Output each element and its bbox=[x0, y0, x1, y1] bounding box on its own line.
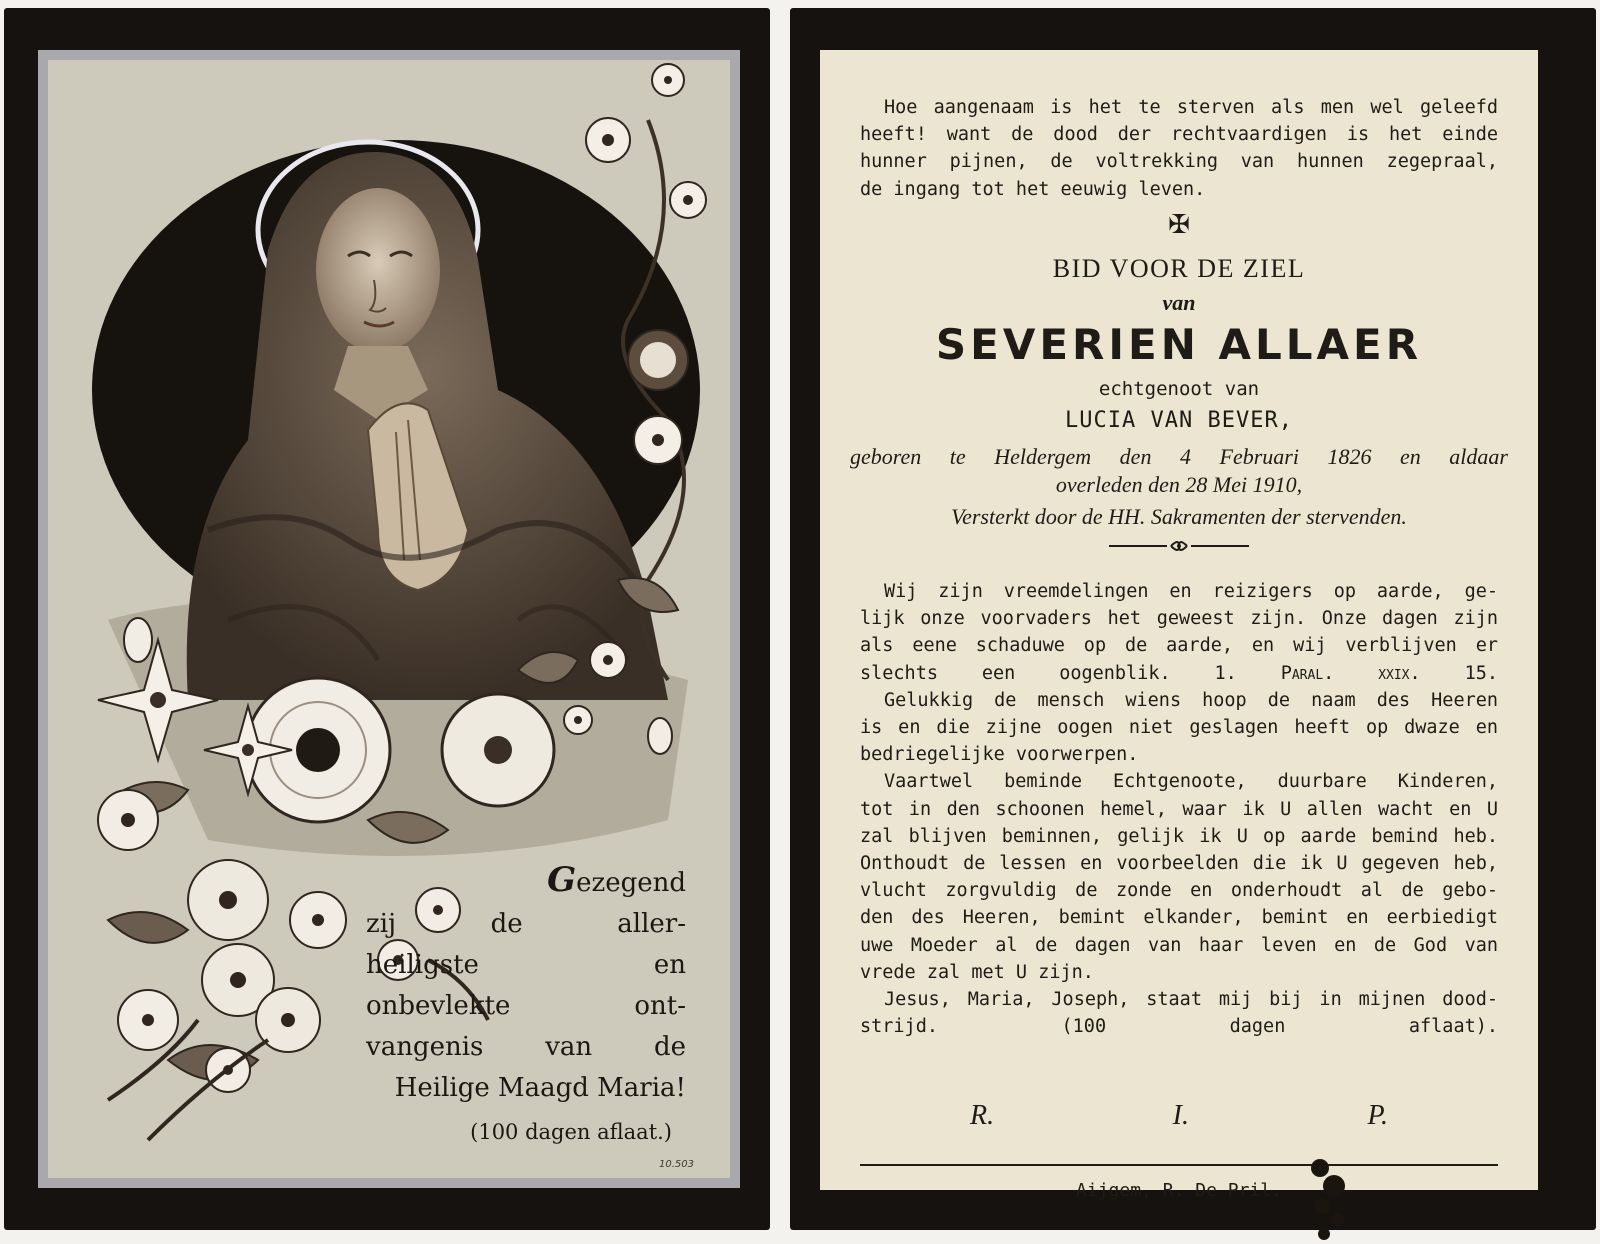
deceased-name: SEVERIEN ALLAER bbox=[935, 320, 1423, 369]
blossom bbox=[670, 182, 706, 218]
immaculate-conception-caption bbox=[366, 860, 686, 1109]
bud bbox=[124, 618, 152, 662]
ink-stain bbox=[1300, 1154, 1360, 1244]
printer-credit: Aijgem, R. De Pril. bbox=[1076, 1180, 1282, 1201]
verse-line bbox=[860, 660, 1498, 687]
bible-reference: 1. Paral. xxix. 15. bbox=[1214, 662, 1498, 684]
verse-line: Gelukkig de mensch wiens hoop de naam des Heeren bbox=[884, 689, 1498, 711]
caption-drop-cap: G bbox=[547, 860, 577, 900]
blossom bbox=[564, 706, 592, 734]
quote-line: de ingang tot het eeuwig leven. bbox=[860, 178, 1206, 200]
farewell-line: den des Heeren, bemint elkander, bemint en eerbiedigt bbox=[860, 907, 1498, 929]
thistle-flower bbox=[628, 330, 688, 390]
opening-quote bbox=[860, 94, 1498, 203]
quote-line: heeft! want de dood der rechtvaardigen is het einde bbox=[860, 124, 1498, 146]
blossom bbox=[652, 64, 684, 96]
caption-line: vangenis van de bbox=[366, 1032, 686, 1062]
prayer-line: Jesus, Maria, Joseph, staat mij bij in mijnen dood- bbox=[884, 989, 1498, 1011]
right-card-face bbox=[820, 50, 1538, 1201]
verse-line: Wij zijn vreemdelingen en reizigers op aarde, ge- bbox=[884, 581, 1498, 602]
death-line: overleden den 28 Mei 1910, bbox=[1055, 472, 1303, 497]
farewell-line: vrede zal met U zijn. bbox=[860, 961, 1094, 983]
rip-letter: I. bbox=[1172, 1100, 1189, 1131]
verse-line: bedriegelijke voorwerpen. bbox=[860, 744, 1139, 766]
farewell-line: tot in den schoonen hemel, waar ik U allen wacht en U bbox=[860, 798, 1498, 820]
birth-line: geboren te Heldergem den 4 Februari 1826 en aldaar bbox=[850, 444, 1508, 469]
blossom bbox=[634, 416, 682, 464]
farewell-line: vlucht zorgvuldig de zonde en onderhoudt al de gebo- bbox=[860, 880, 1498, 902]
farewell-line: Vaartwel beminde Echtgenoote, duurbare Kinderen, bbox=[884, 771, 1498, 793]
caption-line: heiligste en bbox=[366, 950, 686, 980]
verse-line: als eene schaduwe op de aarde, en wij verblijven er bbox=[860, 635, 1498, 657]
spouse-relation: echtgenoot van bbox=[1098, 378, 1260, 400]
rose-flower bbox=[442, 694, 554, 806]
sacraments-line: Versterkt door de HH. Sakramenten der stervenden. bbox=[951, 504, 1407, 529]
blossom bbox=[290, 892, 346, 948]
blossom bbox=[590, 642, 626, 678]
blossom bbox=[188, 860, 268, 940]
bud bbox=[648, 718, 672, 754]
blossom bbox=[586, 118, 630, 162]
cross-icon: ✠ bbox=[1168, 210, 1190, 240]
prayer-indulgence-note: (100 dagen aflaat). bbox=[1061, 1016, 1498, 1038]
verse-line-text: slechts een oogenblik. bbox=[860, 662, 1171, 684]
quote-line: hunner pijnen, de voltrekking van hunnen zegepraal, bbox=[860, 151, 1498, 173]
van-word: van bbox=[1162, 290, 1196, 315]
left-indulgence-note: (100 dagen aflaat.) bbox=[470, 1120, 672, 1144]
caption-line-text: ezegend bbox=[576, 868, 686, 898]
print-number: 10.503 bbox=[659, 1159, 694, 1170]
ornament-divider-icon bbox=[820, 538, 1538, 557]
blossom bbox=[118, 990, 178, 1050]
pray-for-soul-heading: BID VOOR DE ZIEL bbox=[1052, 254, 1306, 283]
farewell-line: uwe Moeder al de dagen van haar leven en de God van bbox=[860, 934, 1498, 956]
verse-line: is en die zijne oogen niet geslagen heeft op dwaze en bbox=[860, 717, 1498, 739]
left-card-frame bbox=[38, 50, 740, 1188]
left-card-face bbox=[48, 60, 730, 1178]
prayer-line-text: strijd. bbox=[860, 1016, 938, 1038]
farewell-line: Onthoudt de lessen en voorbeelden die ik U gegeven heb, bbox=[860, 853, 1498, 875]
right-card-border bbox=[790, 8, 1596, 1230]
spouse-name: LUCIA VAN BEVER, bbox=[1065, 408, 1293, 433]
bottom-rule bbox=[860, 1164, 1498, 1166]
verses-block bbox=[860, 578, 1498, 1040]
caption-line bbox=[366, 860, 686, 904]
caption-line: Heilige Maagd Maria! bbox=[394, 1073, 686, 1103]
rip-letter: P. bbox=[1367, 1100, 1388, 1131]
rip-letter: R. bbox=[970, 1100, 995, 1131]
blossom bbox=[98, 790, 158, 850]
left-card-border bbox=[4, 8, 770, 1230]
prayer-line bbox=[860, 1013, 1498, 1040]
caption-line: onbevlekte ont- bbox=[366, 991, 686, 1021]
verse-line: lijk onze voorvaders het geweest zijn. Onze dagen zijn bbox=[860, 608, 1498, 630]
quote-line: Hoe aangenaam is het te sterven als men wel geleefd bbox=[884, 97, 1498, 118]
rip-initials bbox=[970, 1100, 1388, 1132]
farewell-line: zal blijven beminnen, gelijk ik U op aarde bemind heb. bbox=[860, 825, 1498, 847]
caption-line: zij de aller- bbox=[366, 909, 686, 939]
